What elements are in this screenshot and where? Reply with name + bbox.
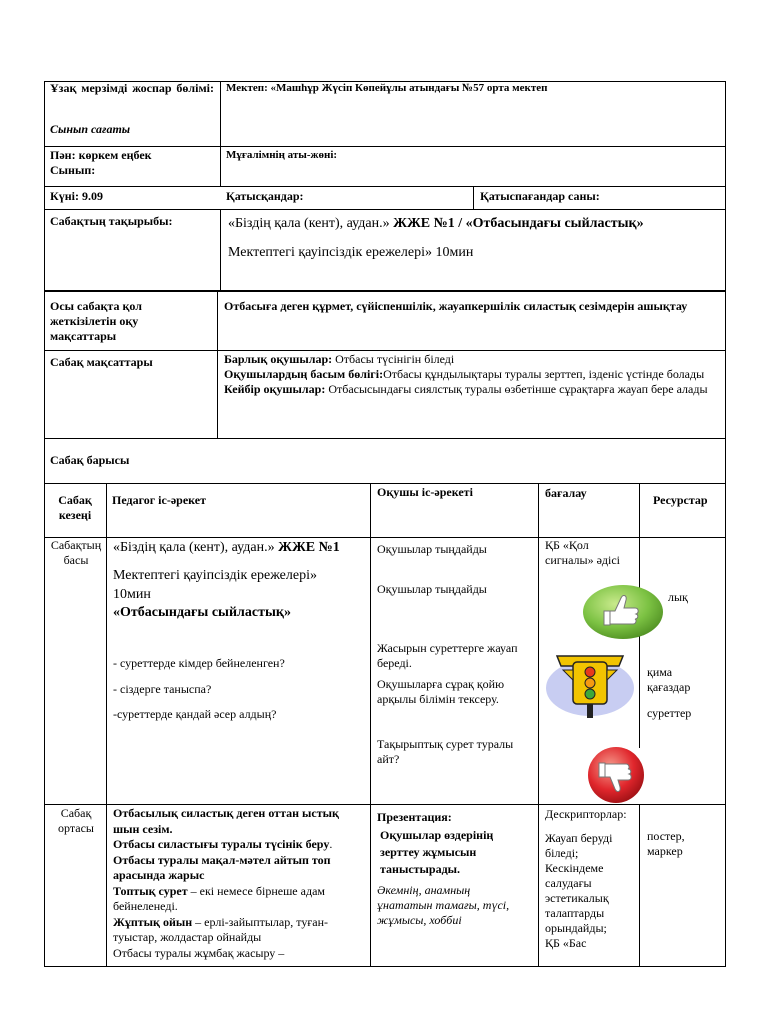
row2-teacher-4 [113,884,365,915]
objectives-value: Отбасыға деген құрмет, сүйіспеншілік, жауапкершілік силастық сезімдерін ашықтау [224,299,688,313]
row1-student-2: Оқушылар тыңдайды [377,582,487,596]
row2-student-title: Презентация: [377,810,452,824]
goals-label: Сабақ мақсаттары [50,355,153,369]
date-label: Күні: 9.09 [50,189,103,203]
teacher-name-label: Мұғалімнің аты-жөні: [226,149,338,161]
goals-all-label: Барлық оқушылар: [224,352,333,366]
topic-line-1 [228,214,723,233]
row2-teacher-4-text: – екі немесе бірнеше адам бейнеленеді. [113,883,325,913]
goals-all-text: Отбасы түсінігін біледі [332,352,455,366]
row1-resource-3: суреттер [647,706,692,720]
plan-value: Сынып сағаты [50,122,131,136]
row2-resources: постер, маркер [647,829,685,858]
row1-teacher-line2: Мектептегі қауіпсіздік ережелері» 10мин [113,568,317,602]
row2-teacher-2-bold: Отбасы силастығы туралы түсінік беру [113,837,330,851]
progress-title-cell [44,438,726,484]
row1-resource-2: қима қағаздар [647,665,691,694]
row1-teacher-line1 [113,538,368,557]
row2-teacher-1: Отбасылық силастық деген оттан ыстық шын сезім. [113,806,339,836]
col-header-assessment: бағалау [545,486,587,500]
row1-question-2: - сіздерге таныспа? [113,682,212,696]
row1-student-4: Оқушыларға сұрақ қойю арқылы білімін тексеру. [377,677,505,706]
subject-label: Пән: көркем еңбек [50,148,152,162]
topic-line-1-plain: «Біздің қала (кент), аудан.» [228,216,394,231]
row1-resource-1: лық [668,590,688,604]
thumbs-down-icon [584,746,648,804]
row2-assessment-title: Дескрипторлар: [545,807,627,821]
row2-teacher [113,806,365,961]
row2-teacher-5 [113,915,365,946]
school-name: Мектеп: «Машһұр Жүсіп Көпейұлы атындағы №57 орта мектеп [226,82,548,94]
row2-student-bold: Оқушылар өздерінің зерттеу жұмысын таныстырады. [380,828,494,876]
row2-teacher-2-end: . [329,837,333,851]
plan-label: Ұзақ мерзімді жоспар бөлімі: [50,81,214,95]
row1-student-5: Тақырыптық сурет туралы айт? [377,737,514,766]
row2-student-italic: Әкемнің, анамның ұнататын тамағы, түсі, жұмысы, хоббиі [377,883,510,927]
row1-teacher-line1-bold: ЖЖЕ №1 [278,540,340,555]
absent-label: Қатыспағандар саны: [480,189,600,203]
present-label: Қатысқандар: [226,189,304,203]
row1-teacher-line1-plain: «Біздің қала (кент), аудан.» [113,540,279,555]
row2-teacher-2 [113,837,365,853]
goals-some-text: Отбасысындағы сиялстық туралы өзбетінше сұрақтарға жауап бере алады [325,382,708,396]
row2-teacher-6: Отбасы туралы жұмбақ жасыру – [113,945,285,960]
col-header-student: Оқушы іс-әрекеті [377,485,473,499]
thumbs-up-icon [582,584,664,640]
topic-line-2: Мектептегі қауіпсіздік ережелері» 10мин [228,245,474,260]
goals-most-label: Оқушылардың басым бөлігі: [224,367,384,381]
row2-teacher-5-bold: Жұптық ойын [113,914,193,929]
row2-assessment-text: Жауап беруді біледі; Кескіндеме салудағы эстетикалық талаптарды орындайды; ҚБ «Бас [545,831,613,950]
row2-teacher-3: Отбасы туралы мақал-мәтел айтып топ арасында жарыс [113,852,331,882]
row2-teacher-5-text: – ерлі-зайыптылар, туған-туыстар, жолдастар ойнайды [113,914,328,944]
goals-text [224,352,718,397]
row2-stage: Сабақ ортасы [58,806,94,835]
objectives-label: Осы сабақта қол жеткізілетін оқу мақсаттары [50,299,142,343]
row1-teacher-line3: «Отбасындағы сыйластық» [113,605,292,620]
row1-stage: Сабақтың басы [50,538,102,567]
row2-teacher-4-bold: Топтық сурет [113,883,188,898]
goals-most-text: Отбасы құндылықтары туралы зерттеп, ізденіс үстінде болады [383,367,705,381]
topic-label: Сабақтың тақырыбы: [50,214,173,228]
row1-student-3: Жасырын суреттерге жауап береді. [377,641,518,670]
row1-question-3: -суреттерде қандай әсер алдың? [113,707,277,721]
col-header-resources: Ресурстар [653,493,708,507]
progress-title: Сабақ барысы [50,453,130,467]
col-header-teacher: Педагог іс-әрекет [112,493,206,507]
row1-assessment: ҚБ «Қол сигналы» әдісі [545,538,620,567]
row1-student-1: Оқушылар тыңдайды [377,542,487,556]
row1-question-1: - суреттерде кімдер бейнеленген? [113,656,285,670]
class-label: Сынып: [50,163,96,177]
col-header-stage: Сабақ кезеңі [58,493,92,522]
goals-some-label: Кейбір оқушылар: [224,382,326,396]
traffic-light-icon [543,650,637,720]
topic-line-1-bold: ЖЖЕ №1 / «Отбасындағы сыйластық» [393,216,644,231]
